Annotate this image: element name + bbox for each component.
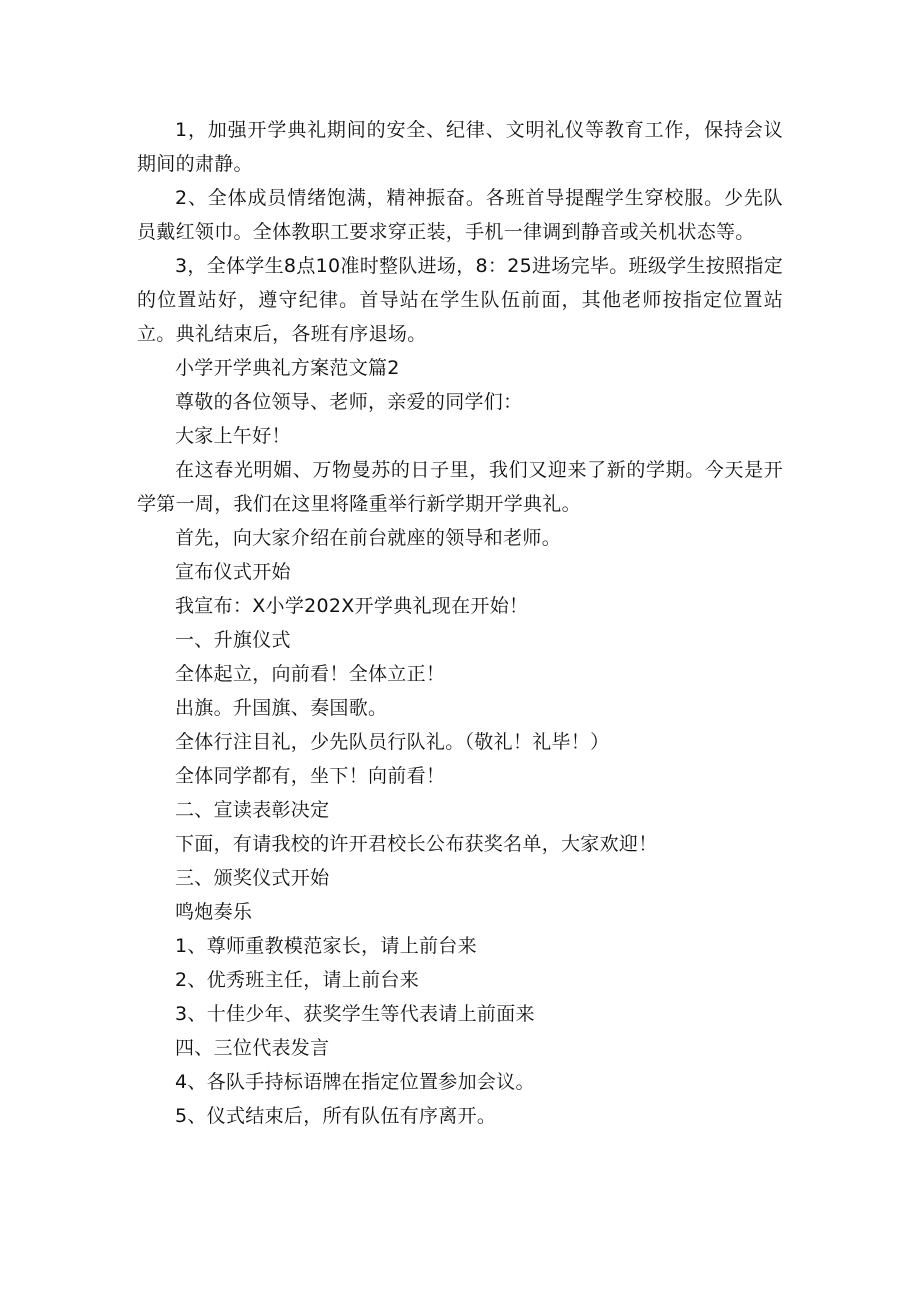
text-line: 2、优秀班主任，请上前台来 — [175, 969, 419, 991]
text-line: 二、宣读表彰决定 — [175, 799, 330, 821]
salutation: 尊敬的各位领导、老师，亲爱的同学们： — [175, 391, 523, 413]
text-line: 鸣炮奏乐 — [175, 901, 253, 923]
text-line: 全体同学都有，坐下！向前看！ — [175, 765, 446, 787]
text-line: 首先，向大家介绍在前台就座的领导和老师。 — [175, 527, 562, 549]
paragraph-3: 3，全体学生8点10准时整队进场，8：25进场完毕。班级学生按照指定的位置站好，遵守纪律。首导站在学生队伍前面，其他老师按指定位置站立。典礼结束后，各班有序退场。 — [137, 255, 783, 345]
intro-paragraph: 在这春光明媚、万物曼苏的日子里，我们又迎来了新的学期。今天是开学第一周，我们在这里将隆重举行新学期开学典礼。 — [137, 459, 783, 515]
text-line: 我宣布：X小学202X开学典礼现在开始！ — [175, 595, 529, 617]
text-line: 下面，有请我校的许开君校长公布获奖名单，大家欢迎！ — [175, 833, 658, 855]
text-line: 5、仪式结束后，所有队伍有序离开。 — [175, 1105, 497, 1127]
document-body — [137, 113, 783, 1133]
text-line: 全体起立，向前看！全体立正！ — [175, 663, 446, 685]
text-line: 出旗。升国旗、奏国歌。 — [175, 697, 388, 719]
section-title: 小学开学典礼方案范文篇2 — [175, 357, 400, 379]
text-line: 四、三位代表发言 — [175, 1037, 330, 1059]
text-line: 三、颁奖仪式开始 — [175, 867, 330, 889]
text-line: 全体行注目礼，少先队员行队礼。（敬礼！礼毕！） — [175, 731, 610, 753]
text-line: 4、各队手持标语牌在指定位置参加会议。 — [175, 1071, 535, 1093]
paragraph-2: 2、全体成员情绪饱满，精神振奋。各班首导提醒学生穿校服。少先队员戴红领巾。全体教职工要求穿正装，手机一律调到静音或关机状态等。 — [137, 187, 783, 243]
text-line: 1、尊师重教模范家长，请上前台来 — [175, 935, 477, 957]
text-line: 3、十佳少年、获奖学生等代表请上前面来 — [175, 1003, 535, 1025]
text-line: 一、升旗仪式 — [175, 629, 291, 651]
greeting: 大家上午好！ — [175, 425, 291, 447]
text-line: 宣布仪式开始 — [175, 561, 291, 583]
paragraph-1: 1，加强开学典礼期间的安全、纪律、文明礼仪等教育工作，保持会议期间的肃静。 — [137, 119, 783, 175]
